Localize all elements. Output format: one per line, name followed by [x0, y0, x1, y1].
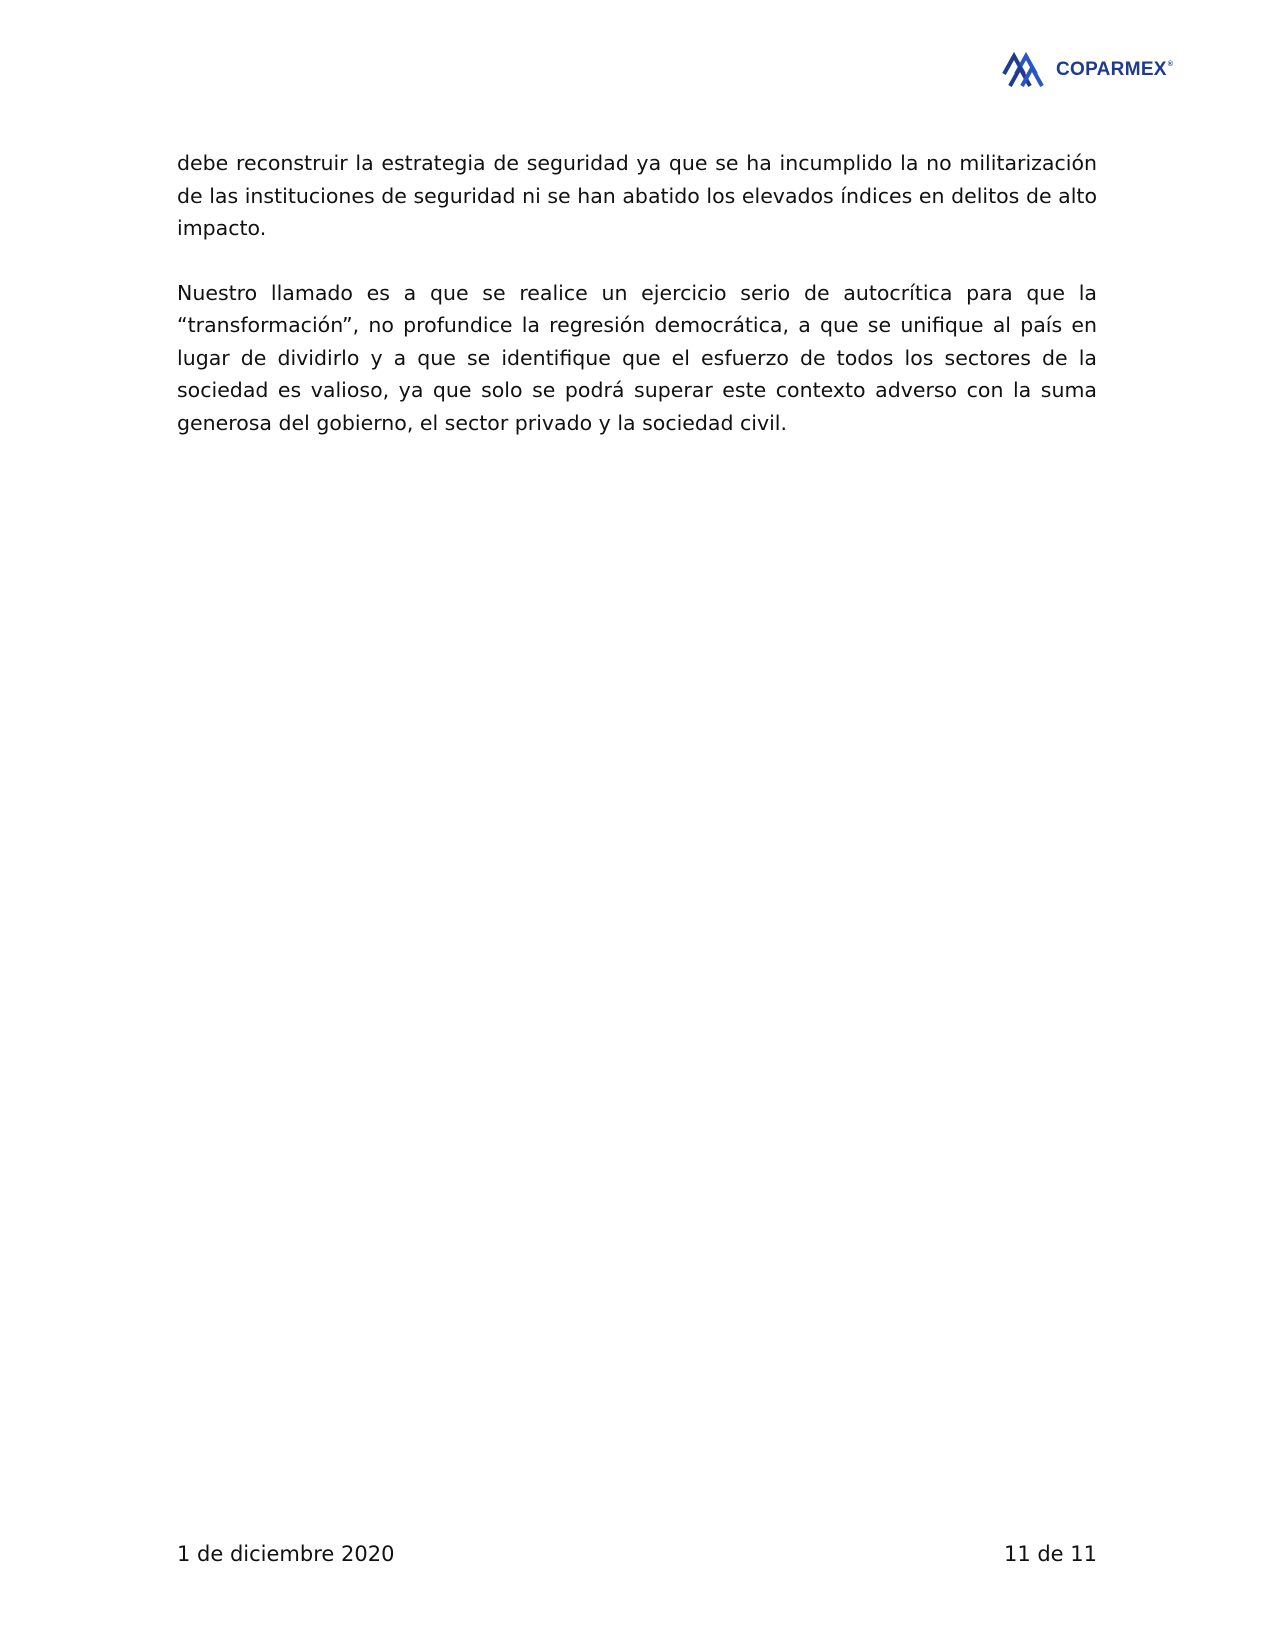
- registered-mark: ®: [1167, 61, 1174, 68]
- paragraph-2: Nuestro llamado es a que se realice un ejercicio serio de autocrítica para que la “transformación”, no profundice la regresión democrática, a que se unifique al país en lugar de dividirlo y a que se identifique que el esfuerzo de todos los sectores de la sociedad es valioso, ya que solo se podrá superar este contexto adverso con la suma generosa del gobierno, el sector privado y la sociedad civil.: [177, 280, 1097, 435]
- coparmex-triangles-icon: [1002, 50, 1044, 90]
- coparmex-logo: [1002, 50, 1173, 90]
- paragraph-1: debe reconstruir la estrategia de seguridad ya que se ha incumplido la no militarización de las instituciones de seguridad ni se han abatido los elevados índices en delitos de alto impacto.: [177, 151, 1097, 240]
- page-number: 11 de 11: [1003, 1542, 1097, 1566]
- logo-wordmark: COPARMEX®: [1056, 59, 1174, 80]
- document-body: [177, 147, 1097, 471]
- footer-date: 1 de diciembre 2020: [177, 1542, 395, 1566]
- page-footer: [177, 1539, 1097, 1569]
